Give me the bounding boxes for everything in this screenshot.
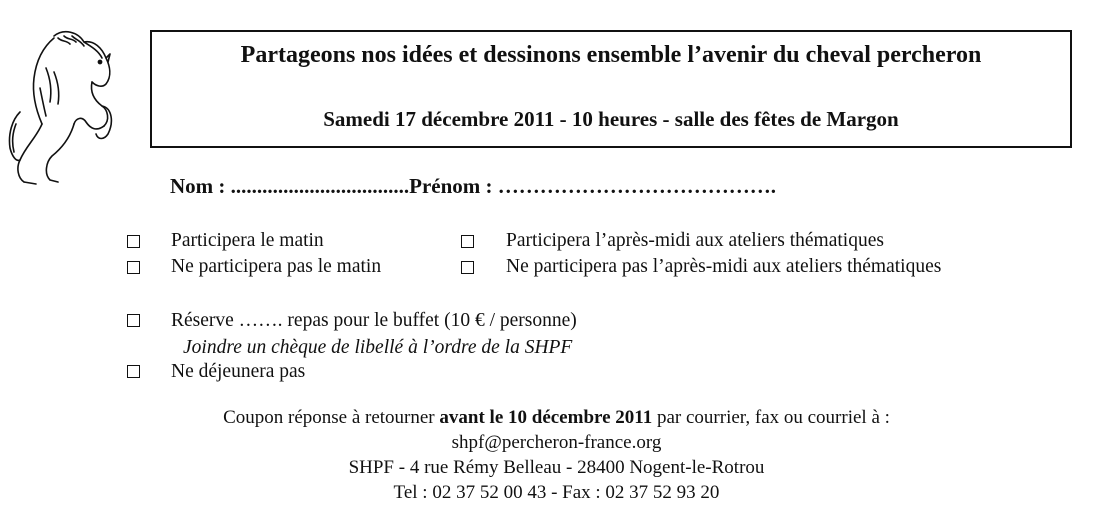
- buffet-payment-note: Joindre un chèque de libellé à l’ordre de la SHPF: [183, 337, 573, 358]
- checkbox-afternoon-yes[interactable]: [461, 235, 474, 248]
- option-morning-yes-label: Participera le matin: [171, 230, 324, 251]
- coupon-deadline: avant le 10 décembre 2011: [439, 407, 653, 428]
- coupon-instructions: [0, 407, 1113, 429]
- checkbox-afternoon-no[interactable]: [461, 261, 474, 274]
- percheron-horse-icon: [6, 28, 116, 188]
- checkbox-morning-yes[interactable]: [127, 235, 140, 248]
- contact-address: SHPF - 4 rue Rémy Belleau - 28400 Nogent-le-Rotrou: [348, 457, 765, 478]
- name-field-line[interactable]: Nom : ..................................Prénom : ………………………………….: [170, 174, 777, 198]
- option-afternoon-no-label: Ne participera pas l’après-midi aux ateliers thématiques: [506, 256, 942, 277]
- contact-phone-fax: Tel : 02 37 52 00 43 - Fax : 02 37 52 93 20: [393, 482, 720, 503]
- contact-email: shpf@percheron-france.org: [451, 432, 662, 453]
- event-date-location: Samedi 17 décembre 2011 - 10 heures - salle des fêtes de Margon: [323, 107, 899, 131]
- checkbox-buffet[interactable]: [127, 314, 140, 327]
- option-buffet-label: Réserve ……. repas pour le buffet (10 € / personne): [171, 310, 577, 331]
- coupon-text-after: par courrier, fax ou courriel à :: [652, 407, 890, 428]
- option-afternoon-yes-label: Participera l’après-midi aux ateliers thématiques: [506, 230, 884, 251]
- checkbox-no-lunch[interactable]: [127, 365, 140, 378]
- coupon-text-before: Coupon réponse à retourner: [223, 407, 440, 428]
- option-no-lunch-label: Ne déjeunera pas: [171, 361, 306, 382]
- page-title: Partageons nos idées et dessinons ensemble l’avenir du cheval percheron: [240, 42, 982, 68]
- title-box: [150, 30, 1072, 148]
- option-morning-no-label: Ne participera pas le matin: [171, 256, 382, 277]
- checkbox-morning-no[interactable]: [127, 261, 140, 274]
